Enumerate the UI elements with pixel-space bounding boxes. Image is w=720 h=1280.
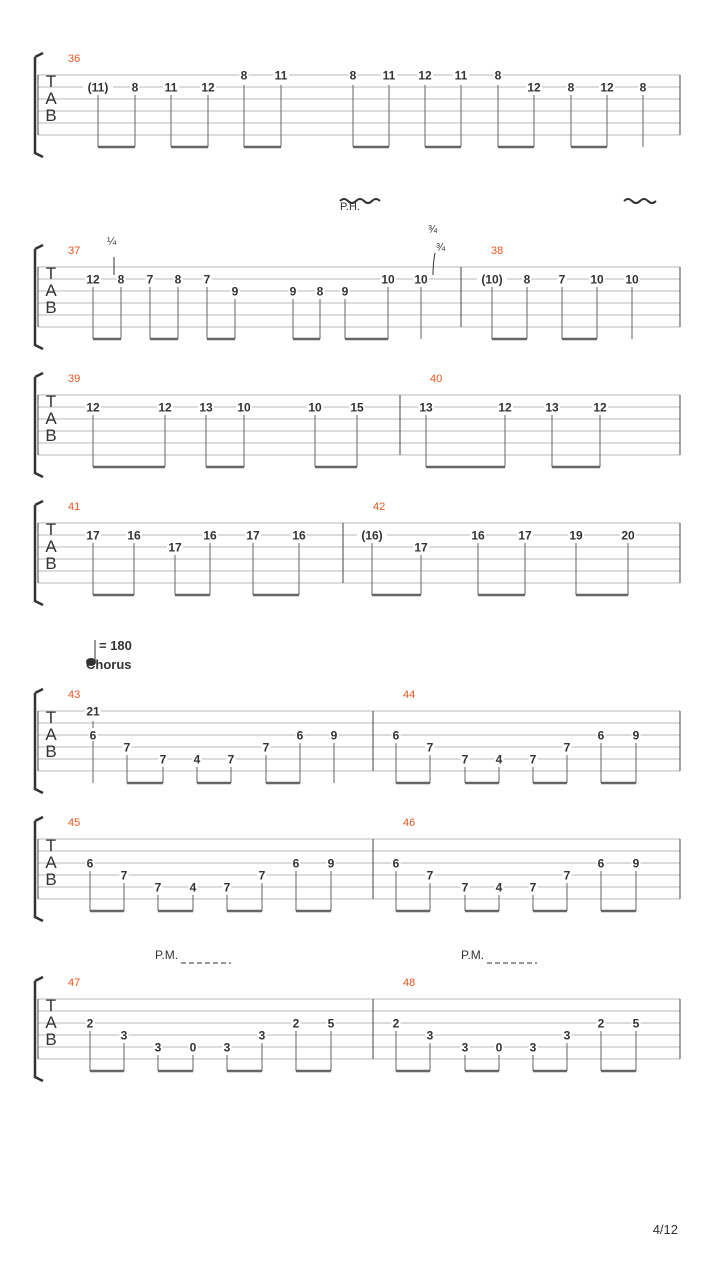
vibrato-mark (624, 199, 656, 203)
measure-number: 47 (68, 977, 81, 989)
measure-number: 40 (430, 373, 443, 385)
fret-number: 8 (567, 80, 575, 95)
measure-number: 46 (403, 817, 416, 829)
tab-clef-letter: B (45, 298, 57, 317)
tab-clef-letter: B (45, 1030, 57, 1049)
measure-number: 39 (68, 373, 81, 385)
fret-number: 9 (289, 284, 297, 299)
fret-number: 8 (523, 272, 531, 287)
tab-clef-letter: A (45, 853, 57, 872)
fret-number: 8 (174, 272, 182, 287)
fret-number: 8 (240, 68, 248, 83)
system-bracket (35, 373, 43, 477)
fret-number: 12 (201, 80, 215, 95)
tab-clef-letter: A (45, 537, 57, 556)
palm-mute-label: P.M. (461, 948, 485, 962)
fret-number: 20 (621, 528, 635, 543)
system-bracket (35, 53, 43, 157)
fret-number: 3 (461, 1040, 469, 1055)
tab-clef-letter: A (45, 281, 57, 300)
fret-number: 9 (330, 728, 338, 743)
fret-number: 10 (625, 272, 639, 287)
page-number: 4/12 (652, 1222, 678, 1237)
fret-number: 3 (258, 1028, 266, 1043)
fret-number: 8 (639, 80, 647, 95)
fret-number: 12 (418, 68, 432, 83)
system-bracket (35, 245, 43, 349)
tab-clef-letter: T (45, 264, 57, 283)
fret-number: 7 (227, 752, 235, 767)
tab-clef-letter: T (45, 708, 57, 727)
measure-number: 42 (373, 501, 386, 513)
fret-number: 8 (349, 68, 357, 83)
fret-number: 12 (527, 80, 541, 95)
tab-system (35, 245, 680, 349)
tab-clef-letter: A (45, 1013, 57, 1032)
fret-number: 9 (327, 856, 335, 871)
measure-number: 36 (68, 53, 81, 65)
tab-clef-letter: B (45, 870, 57, 889)
measure-number: 43 (68, 689, 81, 701)
bend-amount-label: ¾ (428, 224, 438, 236)
fret-number: 10 (590, 272, 604, 287)
fret-number: 16 (292, 528, 306, 543)
fret-number: 2 (292, 1016, 300, 1031)
fret-number: 17 (518, 528, 532, 543)
measure-number: 48 (403, 977, 416, 989)
fret-number: 7 (159, 752, 167, 767)
fret-number: 7 (262, 740, 270, 755)
fret-number: (11) (87, 80, 109, 95)
tab-clef-letter: A (45, 725, 57, 744)
fret-number: 7 (461, 880, 469, 895)
fret-number: 7 (154, 880, 162, 895)
tab-clef-letter: T (45, 996, 57, 1015)
fret-number: 17 (168, 540, 182, 555)
fret-number: 15 (350, 400, 364, 415)
fret-number: (16) (361, 528, 383, 543)
fret-number: 8 (494, 68, 502, 83)
fret-number: 12 (600, 80, 614, 95)
fret-number: 0 (495, 1040, 503, 1055)
fret-number: 3 (563, 1028, 571, 1043)
fret-number: 8 (117, 272, 125, 287)
fret-number: 8 (131, 80, 139, 95)
tab-system (35, 373, 680, 477)
fret-number: 17 (414, 540, 428, 555)
fret-number: 4 (189, 880, 197, 895)
fret-number: 6 (597, 856, 605, 871)
fret-number: (10) (481, 272, 503, 287)
tab-clef-letter: T (45, 836, 57, 855)
tab-clef-letter: A (45, 89, 57, 108)
tab-clef-letter: A (45, 409, 57, 428)
tab-clef-letter: B (45, 742, 57, 761)
fret-number: 3 (426, 1028, 434, 1043)
tab-clef-letter: B (45, 554, 57, 573)
fret-number: 7 (563, 740, 571, 755)
tab-clef-letter: T (45, 72, 57, 91)
measure-number: 45 (68, 817, 81, 829)
fret-number: 13 (545, 400, 559, 415)
tab-system (35, 817, 680, 921)
system-bracket (35, 689, 43, 793)
fret-number: 7 (120, 868, 128, 883)
fret-number: 4 (495, 752, 503, 767)
bend-amount-label: ¾ (436, 242, 446, 254)
tab-clef-letter: T (45, 520, 57, 539)
fret-number: 11 (382, 68, 396, 83)
fret-number: 4 (495, 880, 503, 895)
fret-number: 10 (308, 400, 322, 415)
fret-number: 4 (193, 752, 201, 767)
fret-number: 17 (86, 528, 100, 543)
fret-number: 6 (292, 856, 300, 871)
fret-number: 7 (529, 752, 537, 767)
fret-number: 10 (381, 272, 395, 287)
fret-number: 16 (471, 528, 485, 543)
fret-number: 3 (120, 1028, 128, 1043)
tab-system (35, 977, 680, 1081)
fret-number: 12 (593, 400, 607, 415)
fret-number: 7 (558, 272, 566, 287)
fret-number: 7 (426, 868, 434, 883)
fret-number: 9 (632, 728, 640, 743)
fret-number: 21 (86, 704, 100, 719)
fret-number: 2 (597, 1016, 605, 1031)
fret-number: 7 (123, 740, 131, 755)
fret-number: 2 (86, 1016, 94, 1031)
fret-number: 7 (223, 880, 231, 895)
fret-number: 11 (454, 68, 468, 83)
fret-number: 7 (146, 272, 154, 287)
fret-number: 9 (632, 856, 640, 871)
measure-number: 44 (403, 689, 416, 701)
fret-number: 6 (392, 728, 400, 743)
tab-system (35, 689, 680, 793)
system-bracket (35, 501, 43, 605)
bend-arrow (433, 253, 435, 275)
fret-number: 7 (203, 272, 211, 287)
fret-number: 10 (414, 272, 428, 287)
fret-number: 2 (392, 1016, 400, 1031)
fret-number: 3 (529, 1040, 537, 1055)
fret-number: 19 (569, 528, 583, 543)
fret-number: 9 (341, 284, 349, 299)
tab-clef-letter: T (45, 392, 57, 411)
fret-number: 7 (461, 752, 469, 767)
section-label: Chorus (86, 657, 132, 672)
fret-number: 7 (563, 868, 571, 883)
fret-number: 12 (158, 400, 172, 415)
tab-system (35, 53, 680, 157)
fret-number: 0 (189, 1040, 197, 1055)
fret-number: 10 (237, 400, 251, 415)
fret-number: 11 (164, 80, 178, 95)
system-bracket (35, 977, 43, 1081)
fret-number: 6 (296, 728, 304, 743)
fret-number: 7 (426, 740, 434, 755)
fret-number: 7 (529, 880, 537, 895)
fret-number: 6 (86, 856, 94, 871)
bend-amount-label: ¼ (107, 236, 117, 248)
tempo-marking: = 180 (99, 638, 132, 653)
measure-number: 37 (68, 245, 81, 257)
fret-number: 7 (258, 868, 266, 883)
fret-number: 5 (632, 1016, 640, 1031)
fret-number: 16 (203, 528, 217, 543)
tab-clef-letter: B (45, 426, 57, 445)
fret-number: 3 (154, 1040, 162, 1055)
fret-number: 6 (597, 728, 605, 743)
fret-number: 16 (127, 528, 141, 543)
fret-number: 8 (316, 284, 324, 299)
annotations-layer (86, 199, 656, 963)
fret-number: 3 (223, 1040, 231, 1055)
fret-number: 12 (86, 272, 100, 287)
fret-number: 6 (392, 856, 400, 871)
system-bracket (35, 817, 43, 921)
fret-number: 13 (199, 400, 213, 415)
tab-system (35, 501, 680, 605)
fret-number: 12 (498, 400, 512, 415)
pinch-harmonic-label: P.H. (340, 201, 360, 213)
fret-number: 9 (231, 284, 239, 299)
fret-number: 11 (274, 68, 288, 83)
tab-clef-letter: B (45, 106, 57, 125)
measure-number: 41 (68, 501, 81, 513)
fret-number: 17 (246, 528, 260, 543)
measure-number: 38 (491, 245, 504, 257)
fret-number: 5 (327, 1016, 335, 1031)
fret-number: 12 (86, 400, 100, 415)
palm-mute-label: P.M. (155, 948, 179, 962)
fret-number: 13 (419, 400, 433, 415)
fret-number: 6 (89, 728, 97, 743)
